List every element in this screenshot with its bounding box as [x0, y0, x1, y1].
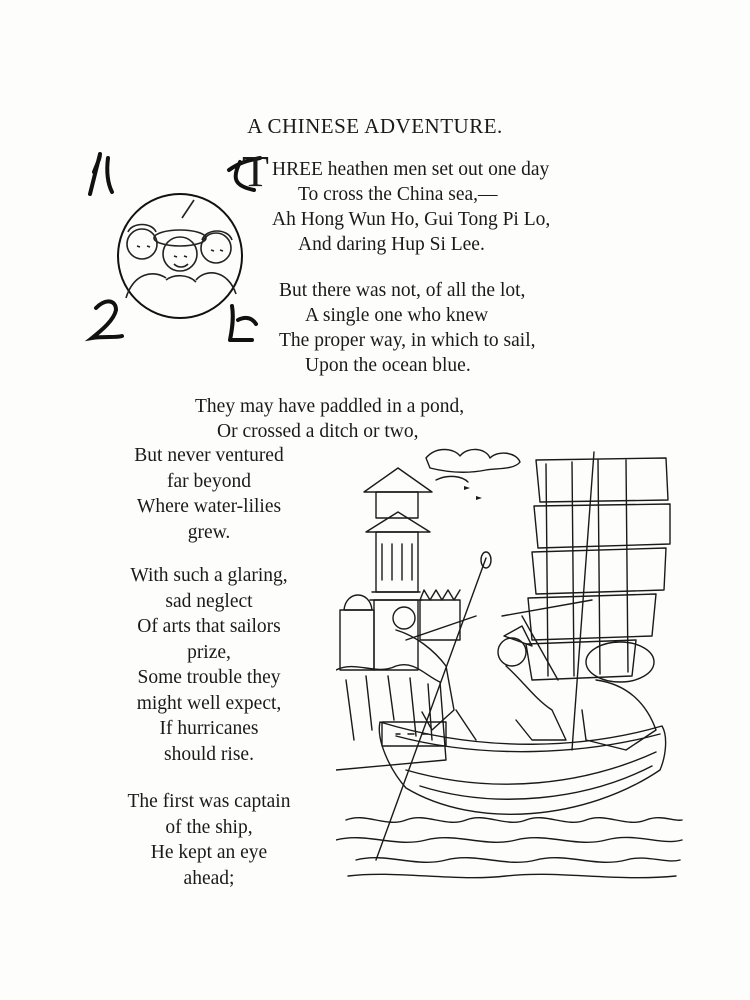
stanza-line: of the ship,: [165, 816, 253, 838]
stanza-line: With such a glaring,: [130, 565, 288, 586]
stanza-line: Of arts that sailors: [137, 616, 281, 637]
stanza-2: [279, 278, 536, 378]
stanza-line: But never ventured: [134, 445, 284, 466]
stanza-line: grew.: [187, 521, 231, 543]
stanza-3: [195, 394, 464, 444]
drop-cap: T: [242, 147, 269, 196]
stanza-line: Or crossed a ditch or two,: [217, 421, 419, 442]
stanza-line: He kept an eye: [150, 842, 268, 863]
stanza-line: might well expect,: [136, 692, 282, 714]
stanza-line: If hurricanes: [159, 718, 259, 739]
page-title: A CHINESE ADVENTURE.: [247, 114, 503, 138]
stanza-1: [272, 157, 550, 257]
stanza-line: Where water-lilies: [136, 496, 282, 517]
stanza-line: Ah Hong Wun Ho, Gui Tong Pi Lo,: [272, 209, 551, 230]
stanza-line: prize,: [187, 641, 231, 663]
stanza-line: They may have paddled in a pond,: [195, 396, 465, 417]
stanza-line: sad neglect: [165, 590, 253, 612]
stanza-line: But there was not, of all the lot,: [279, 280, 526, 301]
stanza-line: The proper way, in which to sail,: [279, 330, 536, 351]
stanza-line: far beyond: [167, 470, 251, 492]
column-stanza-1: [108, 443, 310, 545]
stanza-line: should rise.: [164, 743, 254, 765]
column-stanza-2: [108, 563, 310, 767]
junk-boat-illustration: [336, 440, 686, 890]
stanza-line: ahead;: [183, 867, 235, 889]
stanza-line: To cross the China sea,—: [298, 184, 498, 205]
stanza-line: Some trouble they: [137, 667, 281, 688]
column-stanza-3: [108, 789, 310, 891]
stanza-line: A single one who knew: [305, 305, 489, 326]
stanza-line: And daring Hup Si Lee.: [298, 234, 485, 255]
stanza-line: Upon the ocean blue.: [305, 355, 471, 376]
stanza-line: HREE heathen men set out one day: [272, 159, 550, 180]
stanza-line: The first was captain: [127, 791, 291, 812]
